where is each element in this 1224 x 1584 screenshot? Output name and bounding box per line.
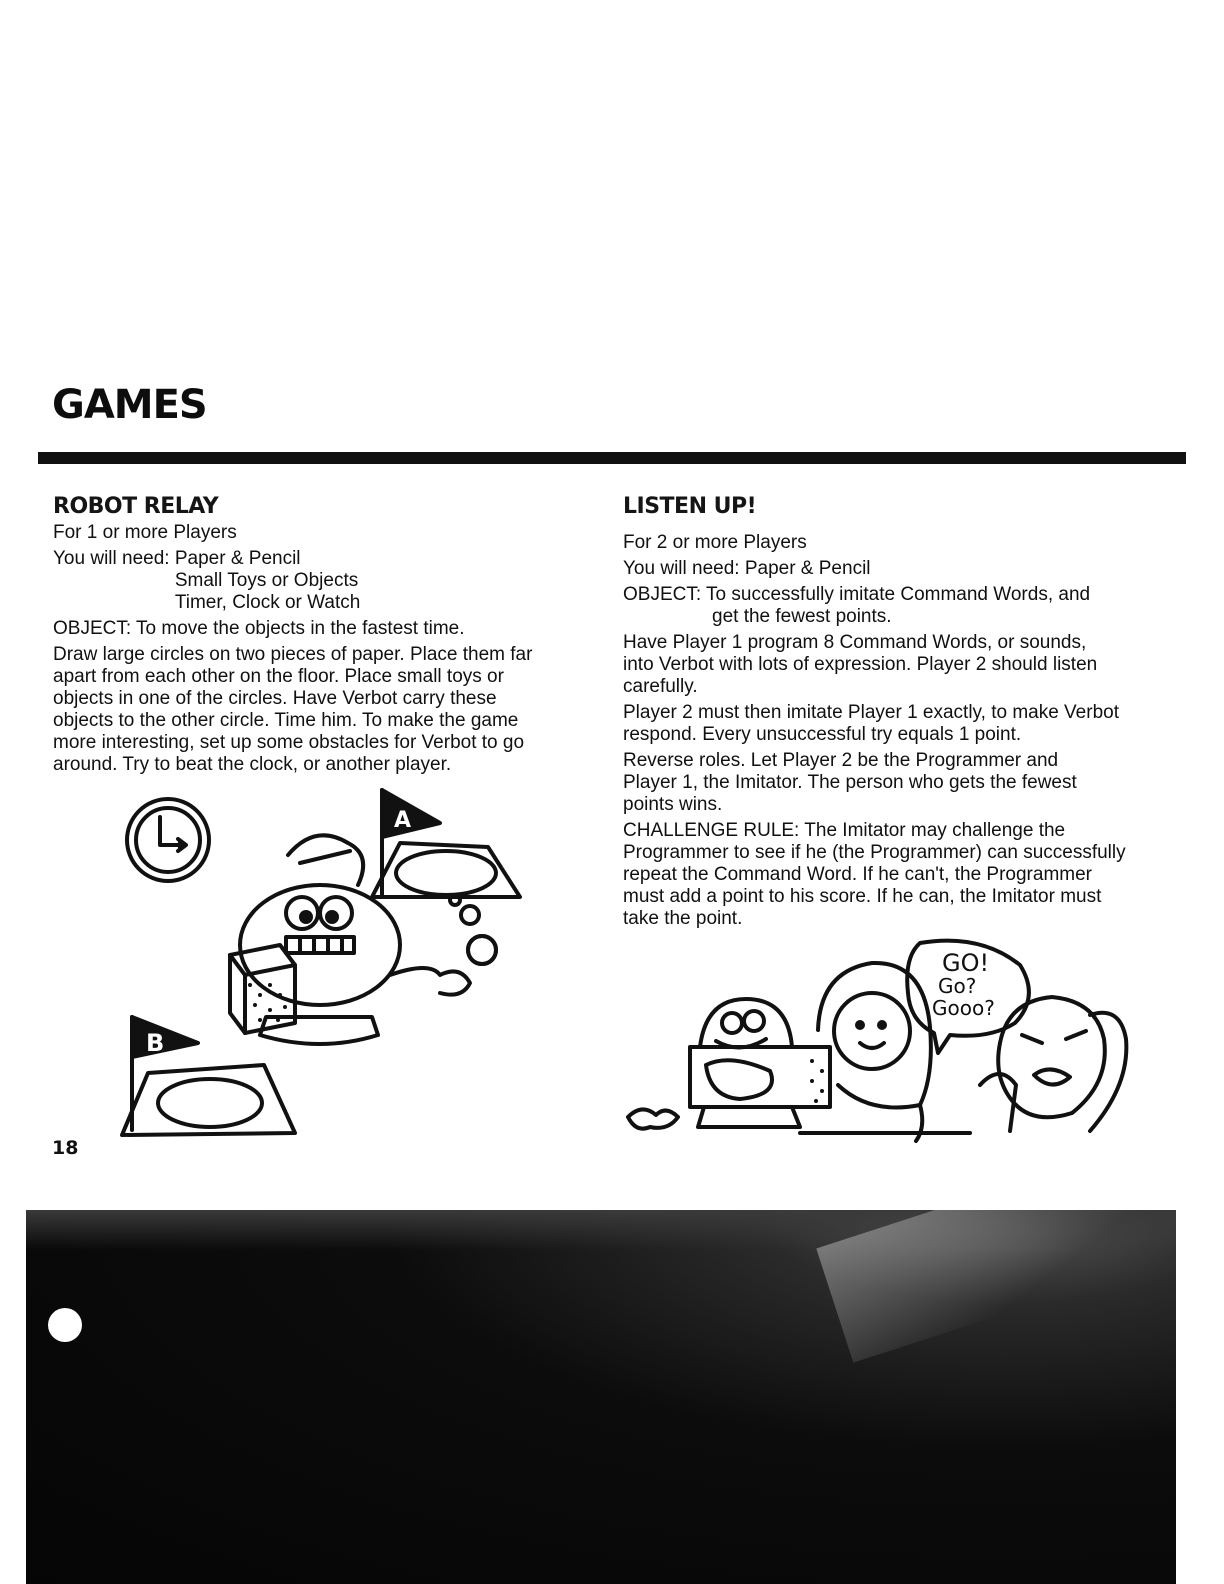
flag-a-label: A: [394, 808, 412, 833]
body-line: must add a point to his score. If he can, the Imitator must: [623, 886, 1102, 907]
listen-up-illustration: [620, 935, 1140, 1150]
listen-up-section: [623, 496, 1168, 934]
body-line: objects to the other circle. Time him. To make the game: [53, 710, 519, 731]
body-line: CHALLENGE RULE: The Imitator may challenge the: [623, 820, 1066, 841]
flag-a-icon: [372, 790, 520, 897]
binder-hole: [48, 1308, 82, 1342]
body-line: into Verbot with lots of expression. Player 2 should listen: [623, 654, 1098, 675]
body-line: respond. Every unsuccessful try equals 1 point.: [623, 724, 1022, 745]
girl-character-icon: [818, 963, 931, 1141]
listen-up-object: [623, 584, 1168, 628]
robot-relay-illustration: [110, 785, 530, 1140]
needs-label: You will need:: [53, 548, 175, 569]
body-line: Have Player 1 program 8 Command Words, or sounds,: [623, 632, 1087, 653]
body-line: take the point.: [623, 908, 743, 929]
speech-line: Gooo?: [932, 996, 995, 1020]
body-line: around. Try to beat the clock, or another player.: [53, 754, 452, 775]
speech-line: GO!: [942, 949, 990, 977]
listen-up-heading: LISTEN UP!: [623, 494, 757, 519]
robot-relay-heading: ROBOT RELAY: [53, 494, 219, 519]
body-line: Programmer to see if he (the Programmer) can successfully: [623, 842, 1126, 863]
body-line: Player 1, the Imitator. The person who gets the fewest: [623, 772, 1077, 793]
body-line: Player 2 must then imitate Player 1 exactly, to make Verbot: [623, 702, 1119, 723]
listen-up-paragraph-1: [623, 632, 1168, 698]
body-line: more interesting, set up some obstacles for Verbot to go: [53, 732, 525, 753]
listen-up-needs: You will need: Paper & Pencil: [623, 558, 871, 579]
body-line: Draw large circles on two pieces of paper. Place them far: [53, 644, 533, 665]
object-line: get the fewest points.: [712, 606, 892, 627]
page-title: GAMES: [52, 382, 207, 428]
needs-item: Small Toys or Objects: [174, 570, 359, 591]
clock-icon: [127, 799, 209, 881]
body-line: carefully.: [623, 676, 698, 697]
needs-item: Paper & Pencil: [174, 548, 301, 569]
dark-photo-panel: [26, 1210, 1176, 1584]
listen-up-paragraph-2: [623, 702, 1168, 746]
verbot-robot-icon: [230, 835, 496, 1044]
body-line: repeat the Command Word. If he can't, the Programmer: [623, 864, 1092, 885]
object-line: OBJECT: To successfully imitate Command Words, and: [623, 584, 1091, 605]
header-rule: [38, 452, 1186, 464]
listen-up-players: For 2 or more Players: [623, 532, 807, 553]
robot-relay-object: OBJECT: To move the objects in the fastest time.: [53, 618, 465, 639]
body-line: objects in one of the circles. Have Verbot carry these: [53, 688, 497, 709]
robot-relay-body: [53, 644, 593, 776]
boy-character-icon: [980, 997, 1126, 1131]
body-line: Reverse roles. Let Player 2 be the Programmer and: [623, 750, 1059, 771]
robot-relay-players: For 1 or more Players: [53, 522, 237, 543]
robot-relay-section: [53, 496, 593, 776]
listen-up-paragraph-3: [623, 750, 1168, 816]
flag-b-label: B: [146, 1029, 165, 1057]
speech-line: Go?: [938, 974, 977, 998]
needs-item: Timer, Clock or Watch: [174, 592, 361, 613]
listen-up-challenge-rule: [623, 820, 1168, 930]
body-line: points wins.: [623, 794, 723, 815]
body-line: apart from each other on the floor. Place small toys or: [53, 666, 504, 687]
needs-list: [175, 548, 360, 614]
robot-relay-needs: [53, 548, 593, 614]
photo-highlight: [816, 1210, 1176, 1363]
verbot-robot-icon: [628, 999, 830, 1129]
page-number: 18: [52, 1137, 79, 1159]
